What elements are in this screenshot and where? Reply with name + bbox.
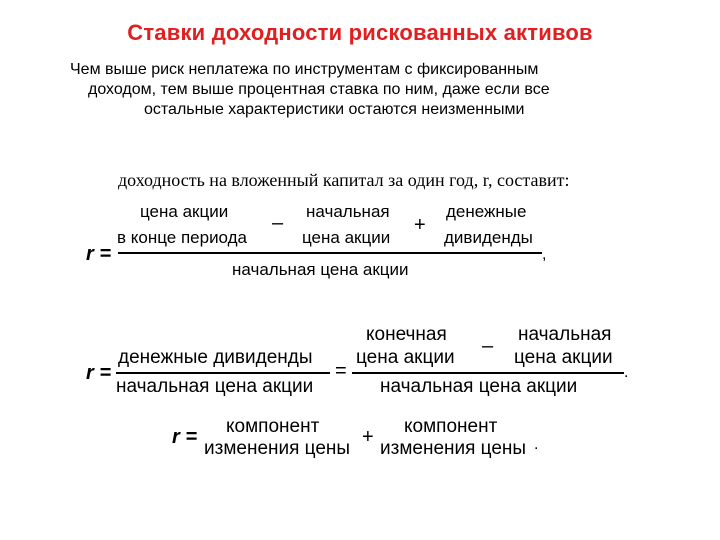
f1-minus: –: [272, 212, 284, 234]
f2-fraction-bar-1: [116, 372, 330, 374]
f1-end-punct: ,: [542, 246, 547, 263]
f1-plus: +: [414, 214, 426, 236]
f3-component-2-line1: компонент: [404, 416, 498, 437]
f3-plus: +: [362, 426, 374, 448]
f1-denominator: начальная цена акции: [232, 260, 409, 279]
f2-equals: =: [335, 360, 347, 382]
f2-final-price-line1: конечная: [366, 324, 447, 345]
f1-dividends-line2: дивиденды: [444, 228, 533, 247]
formula-3-r: r =: [172, 426, 198, 448]
description-paragraph: [70, 60, 700, 120]
formula-1-r: r =: [86, 243, 112, 265]
paragraph-line-2: доходом, тем выше процентная ставка по ним, даже если все: [88, 81, 550, 98]
f2-start-price-line2: цена акции: [514, 347, 613, 368]
f1-price-end-line1: цена акции: [140, 202, 229, 221]
f2-final-price-line2: цена акции: [356, 347, 455, 368]
f3-end-punct: .: [534, 436, 539, 453]
f2-fraction-bar-2: [352, 372, 624, 374]
f2-end-punct: .: [624, 364, 629, 381]
f2-start-price-line1: начальная: [518, 324, 612, 345]
f1-dividends-line1: денежные: [446, 202, 527, 221]
f1-price-start-line1: начальная: [306, 202, 390, 221]
f2-minus: –: [482, 335, 494, 357]
slide-title: Ставки доходности рискованных активов: [127, 20, 593, 45]
f1-price-start-line2: цена акции: [302, 228, 391, 247]
f2-dividends: денежные дивиденды: [118, 347, 313, 368]
formula-2-r: r =: [86, 362, 112, 384]
f3-component-1-line2: изменения цены: [204, 438, 351, 459]
f1-price-end-line2: в конце периода: [117, 228, 248, 247]
paragraph-line-3: остальные характеристики остаются неизменными: [144, 101, 525, 118]
f2-denominator-2: начальная цена акции: [380, 376, 578, 397]
f2-denominator-1: начальная цена акции: [116, 376, 314, 397]
paragraph-line-1: Чем выше риск неплатежа по инструментам с фиксированным: [70, 61, 539, 78]
formula-intro: доходность на вложенный капитал за один год, r, составит:: [118, 170, 570, 190]
f1-fraction-bar: [118, 252, 542, 254]
f3-component-1-line1: компонент: [226, 416, 320, 437]
f3-component-2-line2: изменения цены: [380, 438, 527, 459]
